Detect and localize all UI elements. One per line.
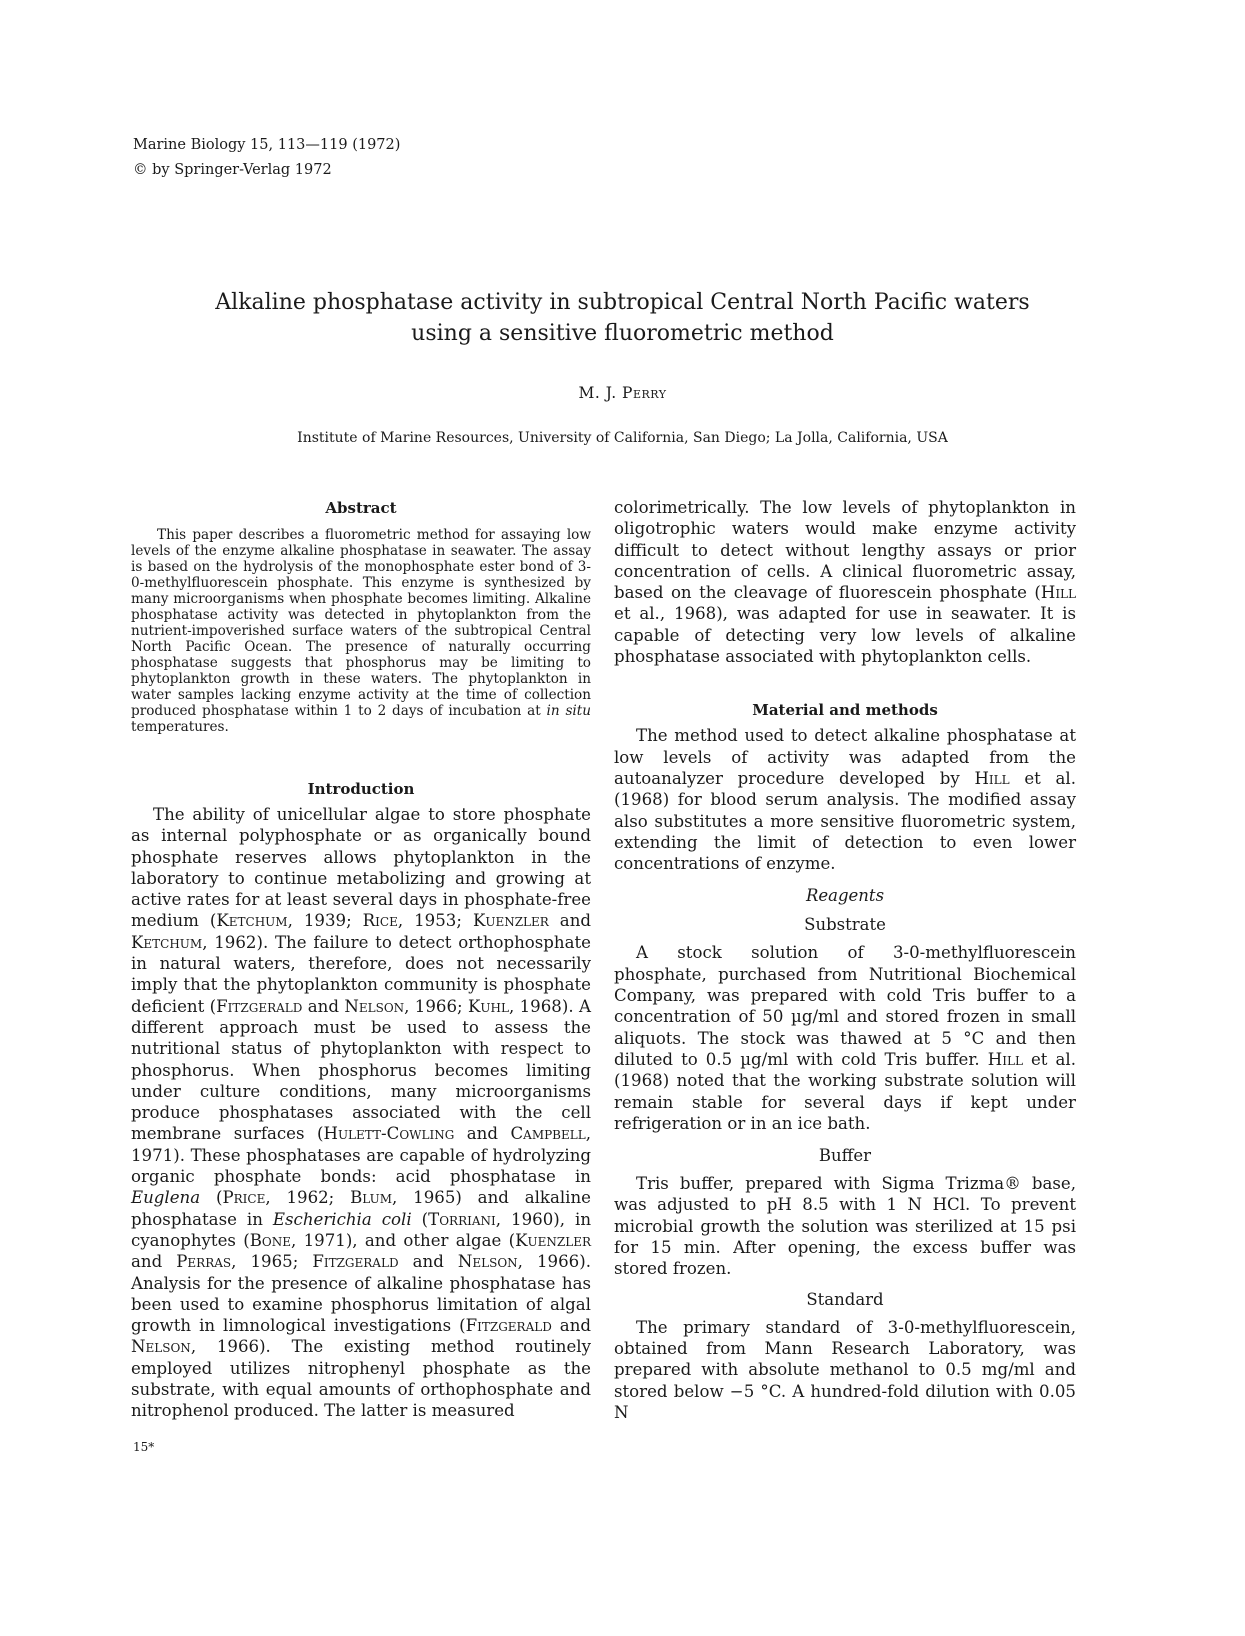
standard-heading: Standard xyxy=(806,1289,884,1309)
text-run: et al., 1968), was adapted for use in seawater. It is capable of detecting very low levels of alkaline phosphatase associated with phytoplankton cells. xyxy=(614,604,1076,667)
text-run: et al. (1968) noted that the working substrate solution will remain stable for several days if kept under refrigeration or in an ice bath. xyxy=(614,1049,1076,1133)
continuation-text xyxy=(614,497,1076,667)
text-run: and xyxy=(454,1124,511,1144)
text-run: , 1962). The failure to detect orthophosphate in natural waters, therefore, does not necessarily imply that the phytoplankton community is phosphate deficient ( xyxy=(131,932,591,1016)
text-run: , 1966). The existing method routinely employed utilizes nitrophenyl phosphate as the substrate, with equal amounts of orthophosphate and nitrophenol produced. The latter is measured xyxy=(131,1337,591,1421)
cited-author: Hulett-Cowling xyxy=(323,1124,455,1144)
text-run: , 1968). A different approach must be used to assess the nutritional status of phytoplankton with respect to phosphorus. When phosphorus becomes limiting under culture conditions, many microorganisms produce phosphatases associated with the cell membrane surfaces ( xyxy=(131,996,591,1144)
cited-author: Hill xyxy=(1040,583,1076,603)
cited-author: Hill xyxy=(974,768,1010,788)
cited-author: Blum xyxy=(350,1188,393,1208)
cited-author: Price xyxy=(222,1188,266,1208)
cited-author: Nelson xyxy=(344,996,405,1016)
text-run: temperatures. xyxy=(131,719,229,735)
cited-author: Torriani xyxy=(428,1209,496,1229)
text-run: , 1966; xyxy=(404,996,469,1016)
text-run: et al. (1968) for blood serum analysis. The modified assay also substitutes a more sensitive fluorometric system, extending the limit of detection to even lower concentrations of enzyme. xyxy=(614,768,1076,874)
text-run: The ability of unicellular algae to store phosphate as internal polyphosphate or as organically bound phosphate reserves allows phytoplankton in the laboratory to continue metabolizing and growing at active rates for at least several days in phosphate-free medium ( xyxy=(131,805,591,931)
text-run: , 1960), in cyanophytes ( xyxy=(131,1209,592,1250)
cited-author: Ketchum xyxy=(216,911,288,931)
journal-citation: Marine Biology 15, 113—119 (1972) xyxy=(133,137,401,153)
text-run: Tris buffer, prepared with Sigma Trizma® base, was adjusted to pH 8.5 with 1 N HCl. To prevent microbial growth the solution was sterilized at 15 psi for 15 min. After opening, the excess buffer was stored frozen. xyxy=(614,1174,1076,1279)
text-run: ( xyxy=(200,1188,223,1208)
italic-term: Euglena xyxy=(131,1188,201,1208)
title-line-1: Alkaline phosphatase activity in subtropical Central North Pacific waters xyxy=(215,290,1030,315)
text-run: and xyxy=(302,996,345,1016)
text-run: , 1962; xyxy=(265,1188,351,1208)
italic-term: Escherichia coli xyxy=(272,1209,412,1229)
cited-author: Bone xyxy=(249,1230,292,1250)
affiliation: Institute of Marine Resources, University of California, San Diego; La Jolla, California, USA xyxy=(297,430,948,446)
cited-author: Nelson xyxy=(131,1337,191,1357)
cited-author: Kuenzler xyxy=(472,911,549,931)
methods-text xyxy=(614,725,1076,874)
text-run: and xyxy=(551,1316,592,1336)
text-run: , 1953; xyxy=(397,911,473,931)
buffer-heading: Buffer xyxy=(818,1146,872,1166)
cited-author: Fitzgerald xyxy=(312,1252,399,1272)
introduction-section xyxy=(131,780,591,1422)
text-run: , 1939; xyxy=(287,911,363,931)
text-run: and xyxy=(548,911,592,931)
reagents-heading: Reagents xyxy=(805,886,885,906)
text-run: , 1971). These phosphatases are capable of hydrolyzing organic phosphate bonds: acid phosphatase in xyxy=(131,1124,591,1187)
text-run: , 1971), and other algae ( xyxy=(291,1230,516,1250)
abstract-section xyxy=(131,499,591,735)
copyright-line: © by Springer-Verlag 1972 xyxy=(133,162,332,178)
cited-author: Ketchum xyxy=(131,932,203,952)
author: M. J. Perry xyxy=(578,384,667,402)
text-run: , 1966). Analysis for the presence of alkaline phosphatase has been used to examine phosphorus limitation of algal growth in limnological investigations ( xyxy=(131,1252,591,1336)
methods-heading: Material and methods xyxy=(752,701,938,720)
introduction-heading: Introduction xyxy=(307,780,415,798)
standard-text xyxy=(614,1317,1076,1423)
text-run: A stock solution of 3-0-methylfluorescein phosphate, purchased from Nutritional Biochemical Company, was prepared with cold Tris buffer to a concentration of 50 µg/ml and stored frozen in small aliquots. The stock was thawed at 5 °C and then diluted to 0.5 µg/ml with cold Tris buffer. xyxy=(614,943,1076,1069)
substrate-heading: Substrate xyxy=(804,915,886,935)
text-run: The primary standard of 3-0-methylfluorescein, obtained from Mann Research Laboratory, was prepared with absolute methanol to 0.5 mg/ml and stored below −5 °C. A hundred-fold dilution with 0.05 N xyxy=(614,1317,1076,1422)
abstract-heading: Abstract xyxy=(325,499,397,517)
buffer-text xyxy=(614,1173,1076,1279)
text-run: colorimetrically. The low levels of phytoplankton in oligotrophic waters would make enzyme activity difficult to detect without lengthy assays or prior concentration of cells. A clinical fluorometric assay, based on the cleavage of fluorescein phosphate ( xyxy=(614,498,1076,603)
cited-author: Campbell xyxy=(510,1124,586,1144)
page-signature: 15* xyxy=(133,1440,155,1454)
cited-author: Perras xyxy=(176,1252,232,1272)
cited-author: Kuhl xyxy=(468,996,509,1016)
cited-author: Nelson xyxy=(457,1252,518,1272)
cited-author: Rice xyxy=(362,911,398,931)
text-run: The method used to detect alkaline phosphatase at low levels of activity was adapted from the autoanalyzer procedure developed by xyxy=(614,726,1076,788)
text-run: This paper describes a fluorometric method for assaying low levels of the enzyme alkaline phosphatase in seawater. The assay is based on the hydrolysis of the monophosphate ester bond of 3-0-methylfluorescein phosphate. This enzyme is synthesized by many microorganisms when phosphate becomes limiting. Alkaline phosphatase activity was detected in phytoplankton from the nutrient-impoverished surface waters of the subtropical Central North Pacific Ocean. The presence of naturally occurring phosphatase suggests that phosphorus may be limiting to phytoplankton growth in these waters. The phytoplankton in water samples lacking enzyme activity at the time of collection produced phosphatase within 1 to 2 days of incubation at xyxy=(131,527,591,719)
title-line-2: using a sensitive fluorometric method xyxy=(411,321,834,346)
abstract-text xyxy=(131,527,591,735)
cited-author: Fitzgerald xyxy=(216,996,303,1016)
substrate-text xyxy=(614,942,1076,1134)
text-run: , 1965) and alkaline phosphatase in xyxy=(131,1188,591,1229)
right-column xyxy=(614,497,1076,1423)
cited-author: Fitzgerald xyxy=(465,1316,552,1336)
text-run: and xyxy=(131,1252,177,1272)
paper-title xyxy=(0,287,1245,349)
text-run: ( xyxy=(411,1209,429,1229)
italic-term: in situ xyxy=(546,703,591,719)
text-run: and xyxy=(398,1252,458,1272)
introduction-text xyxy=(131,804,591,1422)
text-run: , 1965; xyxy=(231,1252,313,1272)
cited-author: Hill xyxy=(987,1049,1023,1069)
cited-author: Kuenzler xyxy=(515,1230,591,1250)
